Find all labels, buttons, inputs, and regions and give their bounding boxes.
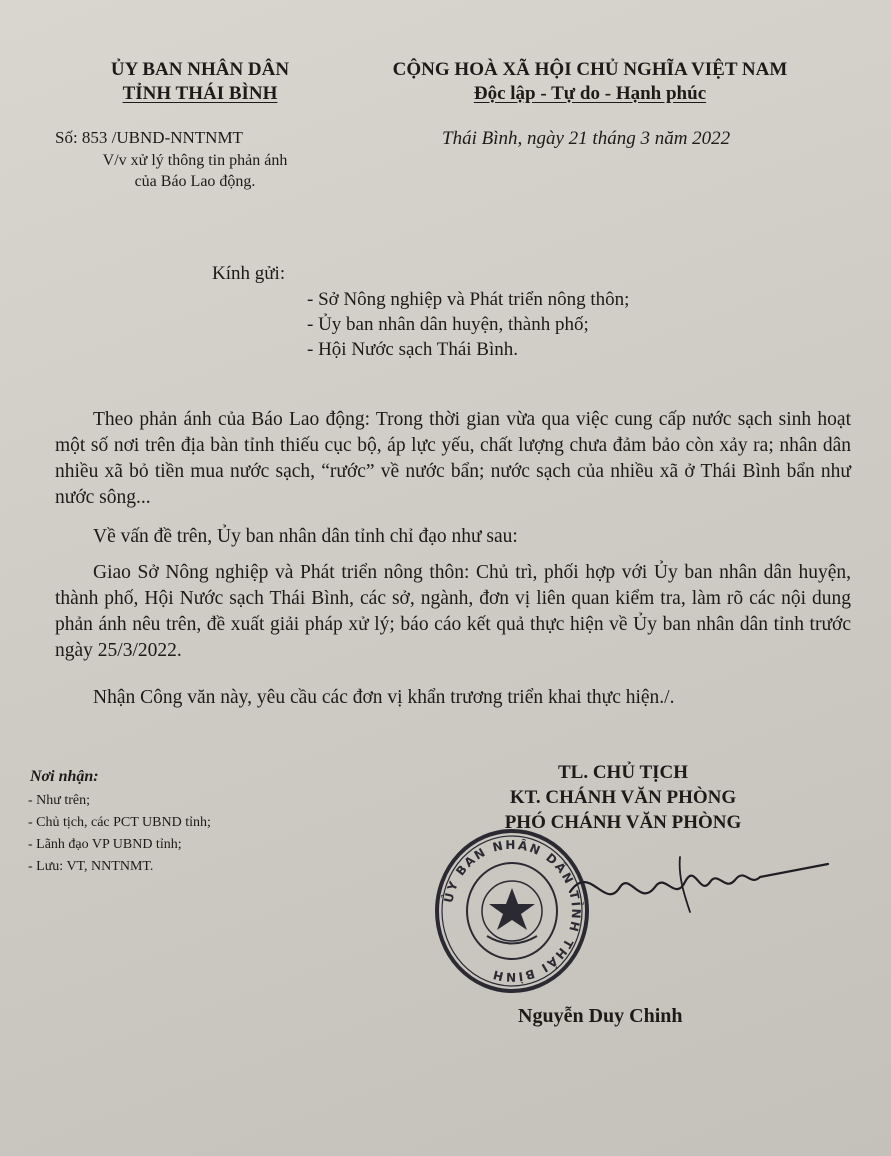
recipient-item: - Ủy ban nhân dân huyện, thành phố; (307, 314, 589, 335)
signature-title (458, 760, 788, 835)
subject-line1: V/v xử lý thông tin phản ánh (102, 152, 288, 169)
date-line: Thái Bình, ngày 21 tháng 3 năm 2022 (442, 128, 731, 149)
signature-line2: KT. CHÁNH VĂN PHÒNG (509, 787, 737, 808)
cc-item: - Lưu: VT, NNTNMT. (28, 859, 154, 874)
svg-text:ỦY BAN NHÂN DÂN TỈNH THÁI BÌNH: ỦY BAN NHÂN DÂN TỈNH THÁI BÌNH (441, 837, 584, 985)
document-number: Số: 853 /UBND-NNTNMT (55, 128, 243, 147)
subject-line2: của Báo Lao động. (134, 173, 256, 190)
signature-line1: TL. CHỦ TỊCH (557, 762, 689, 783)
national-header (355, 58, 825, 106)
issuer-line2: TỈNH THÁI BÌNH (122, 83, 278, 104)
national-motto: Độc lập - Tự do - Hạnh phúc (473, 83, 707, 104)
recipient-list (307, 287, 629, 362)
national-title: CỘNG HOÀ XÃ HỘI CHỦ NGHĨA VIỆT NAM (392, 59, 788, 80)
body-paragraph: Nhận Công văn này, yêu cầu các đơn vị khẩn trương triển khai thực hiện./. (93, 687, 675, 708)
cc-label: Nơi nhận: (30, 768, 99, 785)
issuer-line1: ỦY BAN NHÂN DÂN (110, 59, 290, 80)
cc-item: - Như trên; (28, 793, 91, 808)
handwritten-signature (560, 852, 830, 922)
salutation: Kính gửi: (212, 263, 286, 284)
cc-item: - Chủ tịch, các PCT UBND tỉnh; (28, 815, 211, 830)
cc-list (28, 790, 211, 878)
cc-item: - Lãnh đạo VP UBND tỉnh; (28, 837, 182, 852)
document-subject (55, 150, 335, 192)
issuer-header (60, 58, 340, 106)
signature-line3: PHÓ CHÁNH VĂN PHÒNG (504, 812, 742, 833)
body-paragraph: Theo phản ánh của Báo Lao động: Trong thời gian vừa qua việc cung cấp nước sạch sinh hoạt một số nơi trên địa bàn tỉnh thiếu cục bộ, áp lực yếu, chất lượng chưa đảm bảo còn xảy ra; nhân dân nhiều xã bỏ tiền mua nước sạch, “rước” về nước bẩn; nước sạch của nhiều xã ở Thái Bình bẩn như nước sông... (55, 409, 851, 508)
signer-name: Nguyễn Duy Chinh (518, 1005, 683, 1027)
body-paragraph: Về vấn đề trên, Ủy ban nhân dân tỉnh chỉ đạo như sau: (93, 526, 518, 547)
body-paragraph: Giao Sở Nông nghiệp và Phát triển nông thôn: Chủ trì, phối hợp với Ủy ban nhân dân huyện, thành phố, Hội Nước sạch Thái Bình, các sở, ngành, đơn vị liên quan kiểm tra, làm rõ các nội dung phản ánh nêu trên, đề xuất giải pháp xử lý; báo cáo kết quả thực hiện về Ủy ban nhân dân tỉnh trước ngày 25/3/2022. (55, 562, 851, 661)
recipient-item: - Hội Nước sạch Thái Bình. (307, 339, 519, 360)
recipient-item: - Sở Nông nghiệp và Phát triển nông thôn; (307, 289, 630, 310)
